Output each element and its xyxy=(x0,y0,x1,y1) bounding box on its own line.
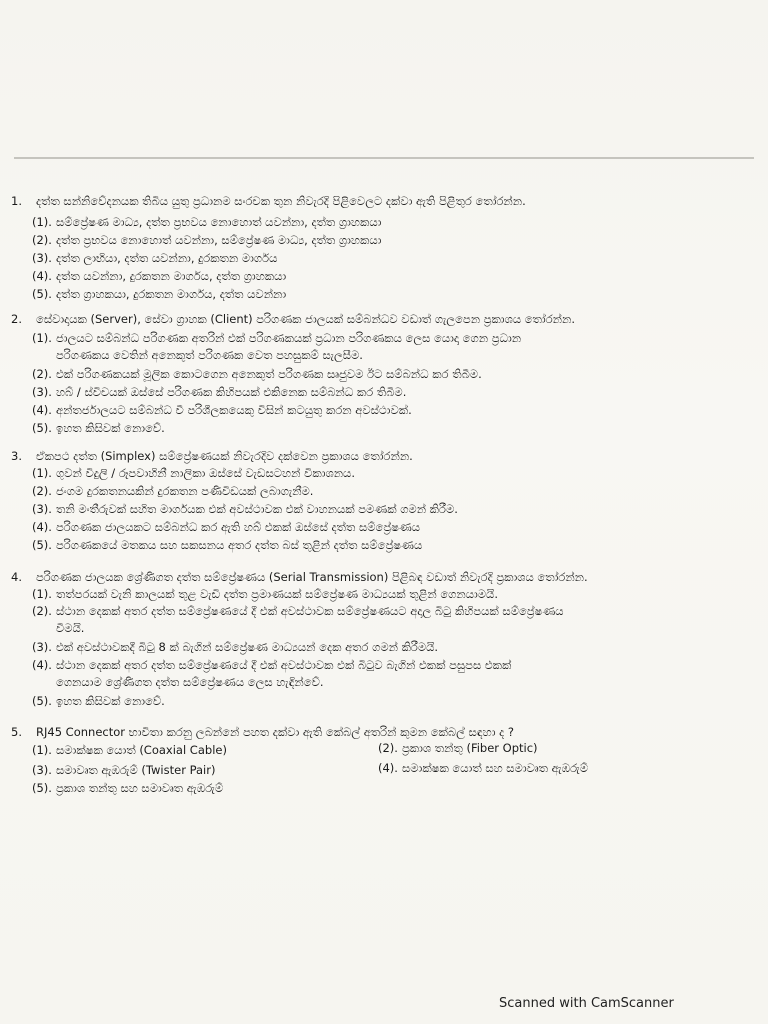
option-label: (3). xyxy=(32,640,52,654)
option-label: (5). xyxy=(32,287,52,301)
option xyxy=(32,657,732,673)
option-text: දත්ත යවන්නා, දුරකතන මාර්ගය, දත්ත ග්‍රාහකයා xyxy=(56,269,287,283)
option-label: (5). xyxy=(32,694,52,708)
option xyxy=(378,760,748,776)
option-text: ඉහත කිසිවක් නොවේ. xyxy=(56,694,165,708)
question-text: RJ45 Connector භාවිතා කරනු ලබන්නේ පහත දක්වා ඇති කේබල් අතරින් කුමන කේබල් සඳහා ද ? xyxy=(36,725,515,739)
option-text: සමාවෘත ඇඹරුම් (Twister Pair) xyxy=(56,763,216,777)
question-text: සේවාදායක (Server), සේවා ග්‍රාහක (Client) පරිගණක ජාලයක් සම්බන්ධව වඩාත් ගැලපෙන ප්‍රකාශය තෝරන්න. xyxy=(36,312,575,326)
camscanner-footer: Scanned with CamScanner xyxy=(499,996,674,1011)
option xyxy=(32,402,732,418)
option-label: (4). xyxy=(378,761,398,775)
option xyxy=(32,286,732,302)
option xyxy=(32,762,362,778)
option-label: (3). xyxy=(32,385,52,399)
option xyxy=(32,232,732,248)
option-text: එක් අවස්ථාවකදී බිටු 8 ක් බැගින් සම්ප්‍රේෂණ මාධ්‍යයන් දෙක අතර ගමන් කිරීමයි. xyxy=(56,640,439,654)
option xyxy=(32,501,732,517)
option-label: (4). xyxy=(32,403,52,417)
option-continuation xyxy=(56,347,732,363)
option-label: (5). xyxy=(32,421,52,435)
option-label: (5). xyxy=(32,538,52,552)
question-text: ඒකපථ දත්ත (Simplex) සම්ප්‍රේෂණයක් නිවැරදිව දක්වෙන ප්‍රකාශය තෝරන්න. xyxy=(36,449,413,463)
option-text: තනි මංතීරුවක් සහිත මාර්ගයක එක් අවස්ථාවක එක් වාහනයක් පමණක් ගමන් කිරීම. xyxy=(56,502,458,516)
option xyxy=(32,742,362,758)
option-text: ජාලයට සම්බන්ධ පරිගණක අතරින් එක් පරිගණකයක් ප්‍රධාන පරිගණකය ලෙස යොදා ගෙන ප්‍රධාන xyxy=(56,331,522,345)
option xyxy=(32,586,732,602)
option-label: (1). xyxy=(32,466,52,480)
option-label: (1). xyxy=(32,215,52,229)
option-label: (3). xyxy=(32,502,52,516)
option-text: ඉහත කිසිවක් නොවේ. xyxy=(56,421,165,435)
question-number: 4. xyxy=(11,570,22,584)
option-text: ස්ථාන දෙකක් අතර දත්ත සම්ප්‍රේෂණයේ දී එක් අවස්ථාවක එක් බිටුව බැගින් එකක් පසුපස එකක් xyxy=(56,658,512,672)
option-text: හබ් / ස්විචයක් ඔස්සේ පරිගණක කිහිපයක් එකිනෙක සම්බන්ධ කර තිබීම. xyxy=(56,385,407,399)
option-text: ගෙනයාම ශ්‍රේණිගත දත්ත සම්ප්‍රේෂණය ලෙස හැඳින්වේ. xyxy=(56,675,324,689)
option xyxy=(32,780,362,796)
option-label: (4). xyxy=(32,658,52,672)
option-text: සමාක්ෂක යොත් සහ සමාවෘත ඇඹරුම් xyxy=(402,761,589,775)
option-text: තත්පරයක් වැනි කාලයක් තුළ වැඩි දත්ත ප්‍රමාණයක් සම්ප්‍රේෂණ මාධ්‍යයක් තුළින් ගෙනයාමයි. xyxy=(56,587,498,601)
option-text: පරිගණකය වෙතින් අනෙකුත් පරිගණක වෙත පහසුකම් සැලසීම. xyxy=(56,348,363,362)
option-text: ප්‍රකාශ තන්තු (Fiber Optic) xyxy=(402,741,538,755)
option xyxy=(32,693,732,709)
option-label: (5). xyxy=(32,781,52,795)
option-text: දත්ත ප්‍රභවය නොහොත් යවන්නා, සම්ප්‍රේෂණ මාධ්‍ය, දත්ත ග්‍රාහකයා xyxy=(56,233,382,247)
option-text: අන්තර්ජාලයට සම්බන්ධ වී පරිශීලකයෙකු විසින් කටයුතු කරන අවස්ථාවක්. xyxy=(56,403,412,417)
option-text: වීමයි. xyxy=(56,621,85,635)
option-text: ස්ථාන දෙකක් අතර දත්ත සම්ප්‍රේෂණයේ දී එක් අවස්ථාවක සම්ප්‍රේෂණයට අදාල බිටු කිහිපයක් සම්ප්‍රේෂණය xyxy=(56,604,564,618)
option xyxy=(32,465,732,481)
option-label: (4). xyxy=(32,520,52,534)
option xyxy=(32,483,732,499)
question-number: 3. xyxy=(11,449,22,463)
option xyxy=(32,214,732,230)
question-text: පරිගණක ජාලයක ශ්‍රේණිගත දත්ත සම්ප්‍රේෂණය (Serial Transmission) පිළිබඳ වඩාත් නිවැරදි ප්‍රකාශය තෝරන්න. xyxy=(36,570,588,584)
option-label: (2). xyxy=(32,604,52,618)
option-text: එක් පරිගණකයක් මූලික කොටගෙන අනෙකුත් පරිගණක සෘජුවම ඊට සම්බන්ධ කර තිබීම. xyxy=(56,367,482,381)
option-text: දත්ත ග්‍රාහකයා, දුරකතන මාර්ගය, දත්ත යවන්නා xyxy=(56,287,287,301)
option-text: දත්ත ලාභියා, දත්ත යවන්නා, දුරකතන මාර්ගය xyxy=(56,251,278,265)
option-label: (2). xyxy=(32,484,52,498)
option xyxy=(32,537,732,553)
option-label: (2). xyxy=(32,367,52,381)
option-label: (1). xyxy=(32,587,52,601)
option xyxy=(32,420,732,436)
option-text: සම්ප්‍රේෂණ මාධ්‍ය, දත්ත ප්‍රභවය නොහොත් යවන්නා, දත්ත ග්‍රාහකයා xyxy=(56,215,382,229)
option xyxy=(32,639,732,655)
option-text: පරිගණකයේ මතකය සහ සකසනය අතර දත්ත බස් තුළින් දත්ත සම්ප්‍රේෂණය xyxy=(56,538,423,552)
option-label: (2). xyxy=(32,233,52,247)
question-text: දත්ත සන්නිවේදනයක තිබිය යුතු ප්‍රධානම සංරචක තුන නිවැරදි පිළිවෙලට දක්වා ඇති පිළිතුර තෝරන්න. xyxy=(36,194,526,208)
option-text: ගුවන් විදුලි / රූපවාහිනී නාලිකා ඔස්සේ වැඩසටහන් විකාශනය. xyxy=(56,466,355,480)
option xyxy=(32,519,732,535)
option-label: (4). xyxy=(32,269,52,283)
option-label: (2). xyxy=(378,741,398,755)
option xyxy=(32,268,732,284)
top-rule xyxy=(14,157,754,159)
option xyxy=(32,366,732,382)
option xyxy=(32,330,732,346)
option-text: ජංගම දුරකතනයකින් දුරකතන පණිවිඩයක් ලබාගැනීම. xyxy=(56,484,314,498)
question-number: 1. xyxy=(11,194,22,208)
option-label: (3). xyxy=(32,763,52,777)
question-number: 2. xyxy=(11,312,22,326)
option-text: සමාක්ෂක යොත් (Coaxial Cable) xyxy=(56,743,227,757)
option-label: (1). xyxy=(32,743,52,757)
option-label: (1). xyxy=(32,331,52,345)
option-text: ප්‍රකාශ තන්තු සහ සමාවෘත ඇඹරුම් xyxy=(56,781,224,795)
option xyxy=(32,384,732,400)
option-label: (3). xyxy=(32,251,52,265)
option xyxy=(378,740,748,756)
option-continuation xyxy=(56,620,732,636)
option xyxy=(32,603,732,619)
option xyxy=(32,250,732,266)
option-continuation xyxy=(56,674,732,690)
question-number: 5. xyxy=(11,725,22,739)
option-text: පරිගණක ජාලයකට සම්බන්ධ කර ඇති හබ් එකක් ඔස්සේ දත්ත සම්ප්‍රේෂණය xyxy=(56,520,421,534)
